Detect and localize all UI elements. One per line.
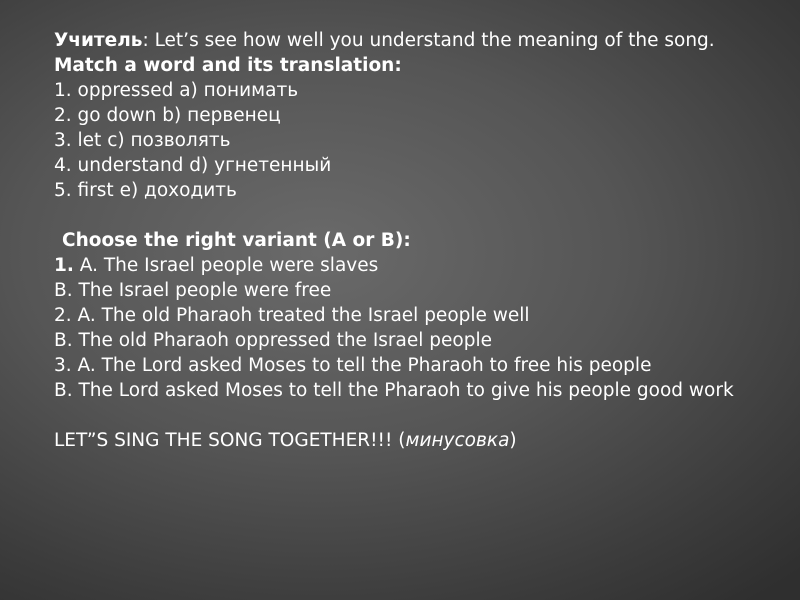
question-2-option-a: 2. A. The old Pharaoh treated the Israel people well — [54, 305, 530, 326]
question-3-option-a: 3. A. The Lord asked Moses to tell the Pharaoh to free his people — [54, 355, 652, 376]
question-1-number: 1. — [54, 255, 74, 276]
intro-text: : Let’s see how well you understand the meaning of the song. — [142, 30, 715, 51]
closing-end: ) — [509, 430, 517, 451]
match-item-5: 5. first e) доходить — [54, 180, 237, 201]
question-1-a-text: A. The Israel people were slaves — [73, 255, 379, 276]
slide-content — [54, 28, 754, 453]
match-item-4: 4. understand d) угнетенный — [54, 155, 332, 176]
question-2-option-b: B. The old Pharaoh oppressed the Israel people — [54, 330, 492, 351]
choose-heading: Choose the right variant (A or B): — [62, 230, 411, 251]
closing-text: LET”S SING THE SONG TOGETHER!!! ( — [54, 430, 406, 451]
question-3-option-b: B. The Lord asked Moses to tell the Pharaoh to give his people good work — [54, 380, 734, 401]
match-item-2: 2. go down b) первенец — [54, 105, 281, 126]
intro-line — [54, 28, 754, 53]
closing-line — [54, 428, 754, 453]
closing-italic: минусовка — [405, 430, 510, 451]
spacer — [54, 403, 754, 428]
spacer — [54, 203, 754, 228]
match-item-3: 3. let c) позволять — [54, 130, 231, 151]
match-item-1: 1. oppressed a) понимать — [54, 80, 299, 101]
match-heading: Match a word and its translation: — [54, 55, 402, 76]
question-1-option-b: B. The Israel people were free — [54, 280, 332, 301]
question-1-option-a — [54, 253, 754, 278]
speaker-label: Учитель — [54, 30, 143, 51]
